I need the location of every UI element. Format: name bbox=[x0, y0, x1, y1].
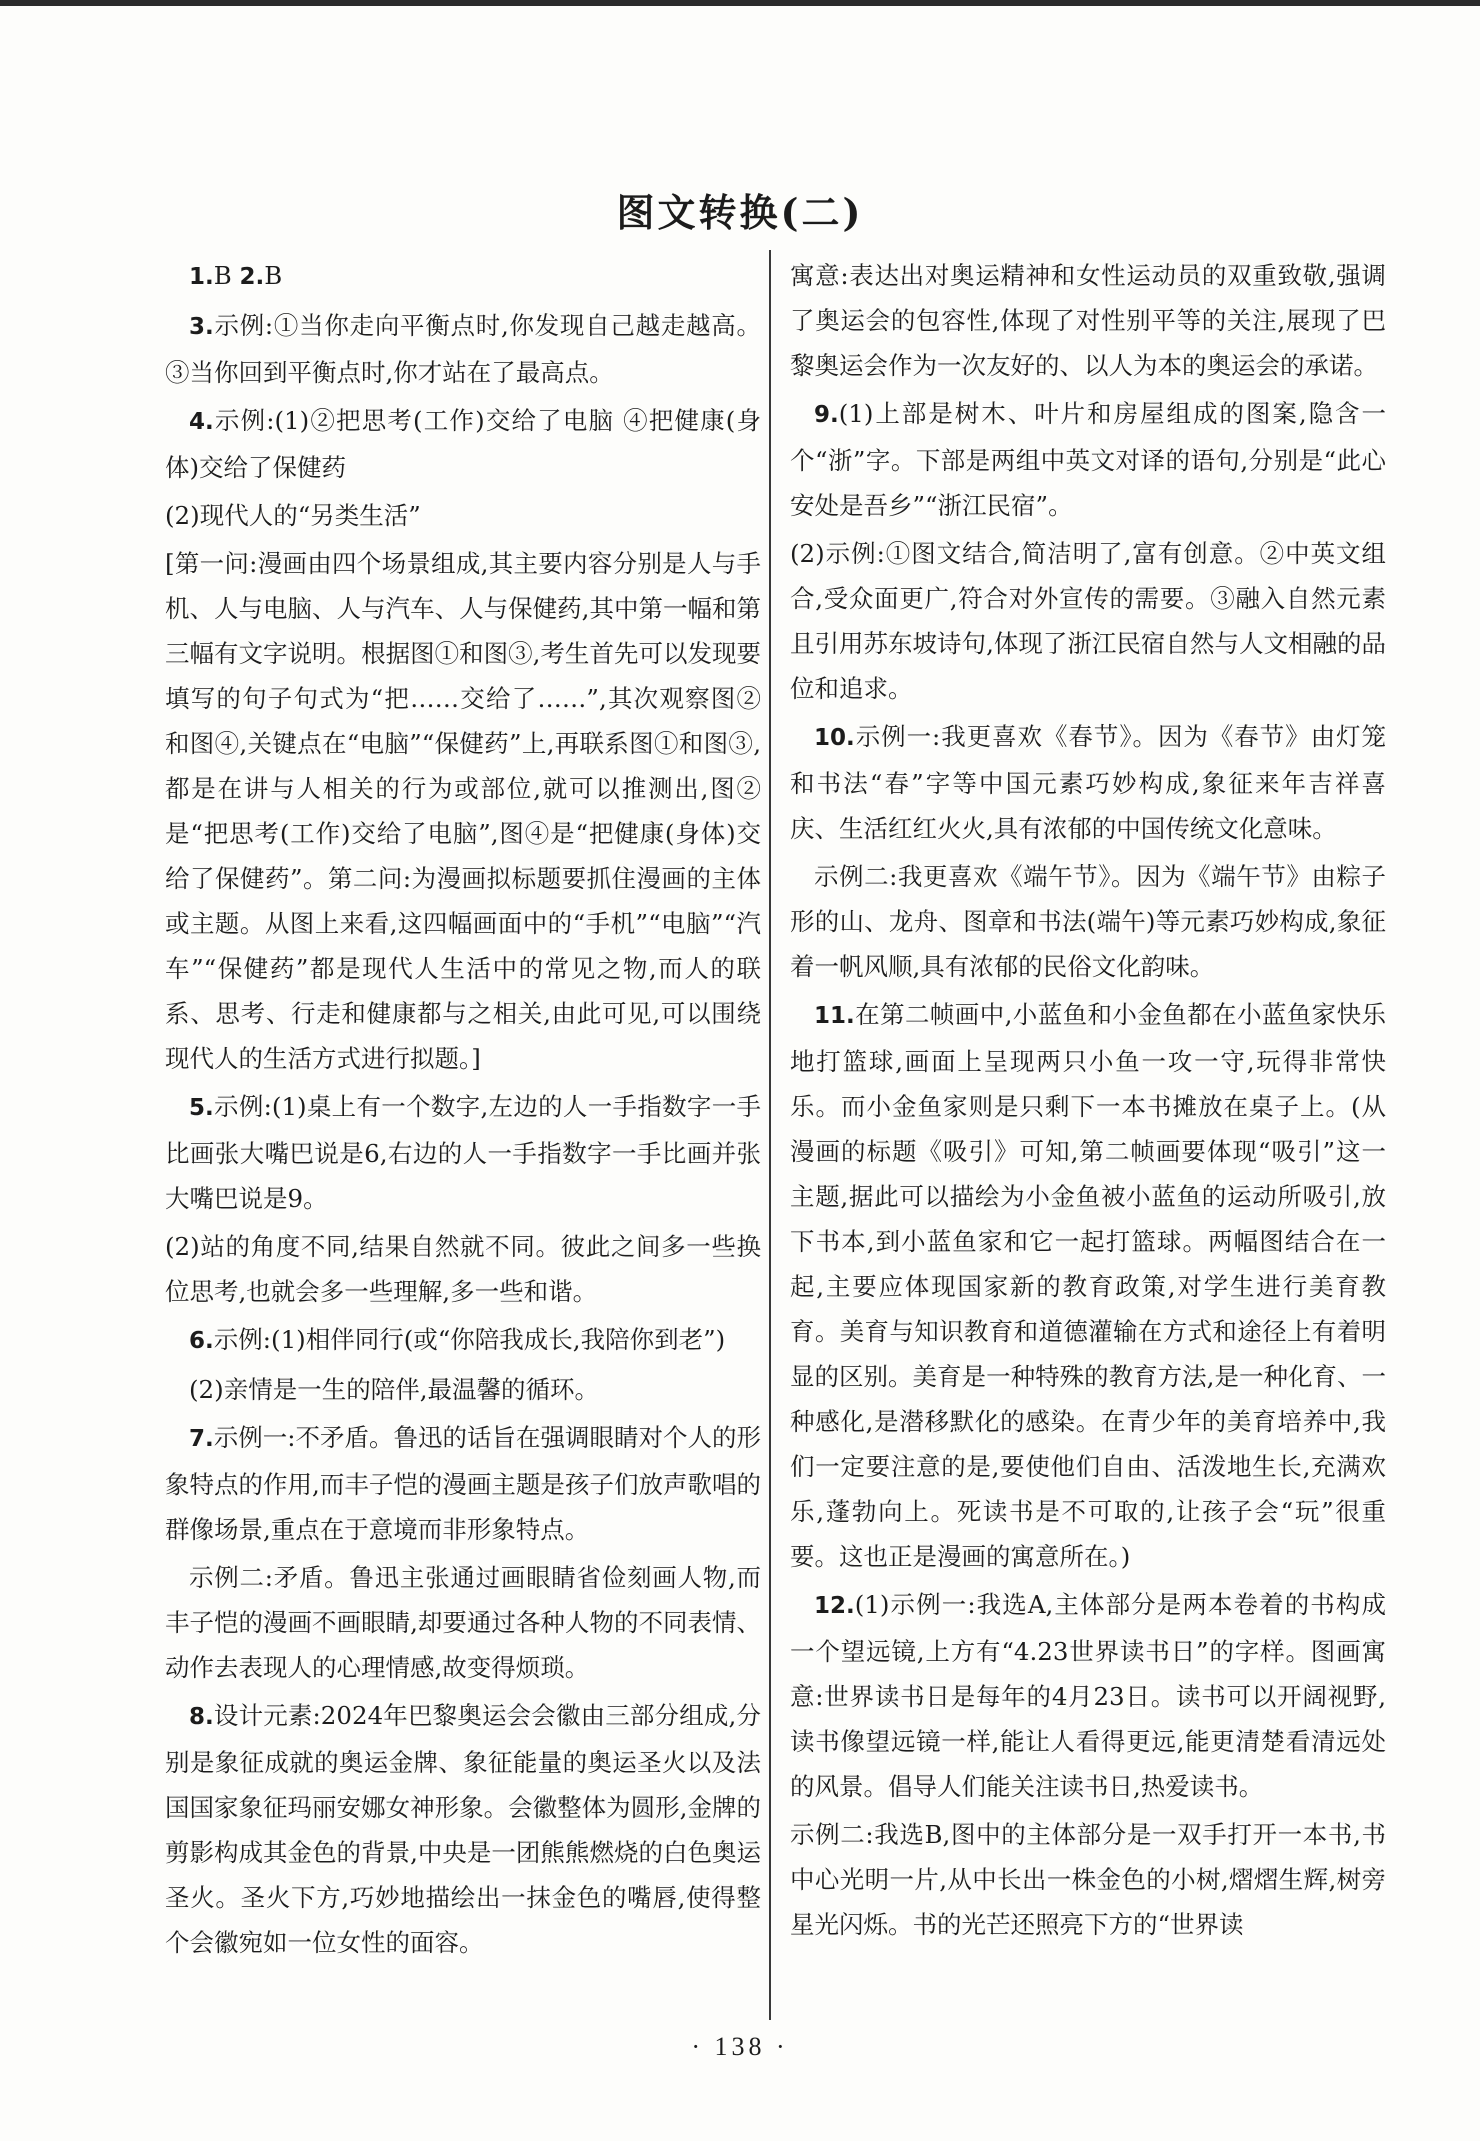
answer-text: 寓意:表达出对奥运精神和女性运动员的双重致敬,强调了奥运会的包容性,体现了对性别平等的关注,展现了巴黎奥运会作为一次友好的、以人为本的奥运会的承诺。 bbox=[790, 261, 1386, 380]
answer-paragraph bbox=[165, 1317, 761, 1364]
right-column bbox=[790, 253, 1386, 1950]
answer-text: 示例一:不矛盾。鲁迅的话旨在强调眼睛对个人的形象特点的作用,而丰子恺的漫画主题是孩子们放声歌唱的群像场景,重点在于意境而非形象特点。 bbox=[165, 1423, 762, 1544]
question-number: 9. bbox=[814, 402, 839, 428]
answer-text: B bbox=[213, 261, 240, 290]
answer-paragraph bbox=[165, 1693, 761, 1965]
answer-text: 示例:(1)相伴同行(或“你陪我成长,我陪你到老”) bbox=[213, 1325, 726, 1354]
answer-text: 示例二:我更喜欢《端午节》。因为《端午节》由粽子形的山、龙舟、图章和书法(端午)等元素巧妙构成,象征着一帆风顺,具有浓郁的民俗文化韵味。 bbox=[790, 862, 1386, 981]
column-divider bbox=[769, 250, 771, 2020]
top-rule bbox=[0, 0, 1480, 6]
answer-text: 示例一:我更喜欢《春节》。因为《春节》由灯笼和书法“春”字等中国元素巧妙构成,象征来年吉祥喜庆、生活红红火火,具有浓郁的中国传统文化意味。 bbox=[790, 722, 1386, 843]
answer-paragraph bbox=[790, 1812, 1386, 1947]
answer-text: (2)示例:①图文结合,简洁明了,富有创意。②中英文组合,受众面更广,符合对外宣传的需要。③融入自然元素且引用苏东坡诗句,体现了浙江民宿自然与人文相融的品位和追求。 bbox=[790, 539, 1386, 703]
answer-text: (1)示例一:我选A,主体部分是两本卷着的书构成一个望远镜,上方有“4.23世界读书日”的字样。图画寓意:世界读书日是每年的4月23日。读书可以开阔视野,读书像望远镜一样,能让人看得更远,能更清楚看清远处的风景。倡导人们能关注读书日,热爱读书。 bbox=[790, 1590, 1386, 1801]
answer-text: (2)亲情是一生的陪伴,最温馨的循环。 bbox=[189, 1375, 599, 1404]
answer-paragraph bbox=[165, 1224, 761, 1314]
answer-text: 示例二:矛盾。鲁迅主张通过画眼睛省俭刻画人物,而丰子恺的漫画不画眼睛,却要通过各种人物的不同表情、动作去表现人的心理情感,故变得烦琐。 bbox=[165, 1563, 761, 1682]
answer-paragraph bbox=[165, 253, 761, 300]
answer-text: 示例二:我选B,图中的主体部分是一双手打开一本书,书中心光明一片,从中长出一株金色的小树,熠熠生辉,树旁星光闪烁。书的光芒还照亮下方的“世界读 bbox=[790, 1820, 1386, 1939]
answer-paragraph bbox=[165, 303, 761, 395]
answer-paragraph bbox=[790, 253, 1386, 388]
answer-text: (2)站的角度不同,结果自然就不同。彼此之间多一些换位思考,也就会多一些理解,多一些和谐。 bbox=[165, 1232, 761, 1306]
answer-paragraph bbox=[165, 398, 761, 490]
answer-paragraph bbox=[790, 1582, 1386, 1809]
answer-paragraph bbox=[165, 493, 761, 538]
question-number: 5. bbox=[189, 1095, 214, 1121]
answer-text: 示例:(1)②把思考(工作)交给了电脑 ④把健康(身体)交给了保健药 bbox=[165, 406, 761, 482]
question-number: 12. bbox=[814, 1593, 855, 1619]
answer-text: (1)上部是树木、叶片和房屋组成的图案,隐含一个“浙”字。下部是两组中英文对译的语句,分别是“此心安处是吾乡”“浙江民宿”。 bbox=[790, 399, 1386, 520]
question-number: 1. bbox=[189, 264, 214, 290]
question-number: 6. bbox=[189, 1328, 214, 1354]
answer-text: 示例:(1)桌上有一个数字,左边的人一手指数字一手比画张大嘴巴说是6,右边的人一手指数字一手比画并张大嘴巴说是9。 bbox=[165, 1092, 761, 1213]
answer-text: B bbox=[264, 261, 283, 290]
question-number: 7. bbox=[189, 1426, 214, 1452]
answer-text: 示例:①当你走向平衡点时,你发现自己越走越高。③当你回到平衡点时,你才站在了最高点。 bbox=[165, 311, 761, 387]
answer-paragraph bbox=[790, 714, 1386, 851]
question-number: 4. bbox=[189, 409, 214, 435]
answer-text: 设计元素:2024年巴黎奥运会会徽由三部分组成,分别是象征成就的奥运金牌、象征能量的奥运圣火以及法国国家象征玛丽安娜女神形象。会徽整体为圆形,金牌的剪影构成其金色的背景,中央是一团熊熊燃烧的白色奥运圣火。圣火下方,巧妙地描绘出一抹金色的嘴唇,使得整个会徽宛如一位女性的面容。 bbox=[165, 1701, 761, 1957]
answer-text: 在第二帧画中,小蓝鱼和小金鱼都在小蓝鱼家快乐地打篮球,画面上呈现两只小鱼一攻一守,玩得非常快乐。而小金鱼家则是只剩下一本书摊放在桌子上。(从漫画的标题《吸引》可知,第二帧画要体现“吸引”这一主题,据此可以描绘为小金鱼被小蓝鱼的运动所吸引,放下书本,到小蓝鱼家和它一起打篮球。两幅图结合在一起,主要应体现国家新的教育政策,对学生进行美育教育。美育与知识教育和道德灌输在方式和途径上有着明显的区别。美育是一种特殊的教育方法,是一种化育、一种感化,是潜移默化的感染。在青少年的美育培养中,我们一定要注意的是,要使他们自由、活泼地生长,充满欢乐,蓬勃向上。死读书是不可取的,让孩子会“玩”很重要。这也正是漫画的寓意所在。) bbox=[790, 1000, 1386, 1571]
question-number: 8. bbox=[189, 1704, 214, 1730]
answer-paragraph bbox=[165, 1555, 761, 1690]
question-number: 11. bbox=[814, 1003, 855, 1029]
answer-paragraph bbox=[790, 854, 1386, 989]
answer-paragraph bbox=[165, 541, 761, 1081]
left-column bbox=[165, 253, 761, 1968]
question-number: 10. bbox=[814, 725, 855, 751]
page-number: · 138 · bbox=[691, 2032, 789, 2061]
answer-paragraph bbox=[165, 1084, 761, 1221]
answer-paragraph bbox=[790, 531, 1386, 711]
answer-text: [第一问:漫画由四个场景组成,其主要内容分别是人与手机、人与电脑、人与汽车、人与保健药,其中第一幅和第三幅有文字说明。根据图①和图③,考生首先可以发现要填写的句子句式为“把……交给了……”,其次观察图②和图④,关键点在“电脑”“保健药”上,再联系图①和图③,都是在讲与人相关的行为或部位,就可以推测出,图②是“把思考(工作)交给了电脑”,图④是“把健康(身体)交给了保健药”。第二问:为漫画拟标题要抓住漫画的主体或主题。从图上来看,这四幅画面中的“手机”“电脑”“汽车”“保健药”都是现代人生活中的常见之物,而人的联系、思考、行走和健康都与之相关,由此可见,可以围绕现代人的生活方式进行拟题。] bbox=[165, 549, 761, 1073]
answer-text: (2)现代人的“另类生活” bbox=[165, 501, 421, 530]
page-title: 图文转换(二) bbox=[616, 190, 864, 235]
answer-paragraph bbox=[790, 391, 1386, 528]
answer-paragraph bbox=[790, 992, 1386, 1579]
question-number: 2. bbox=[239, 264, 265, 290]
answer-paragraph bbox=[165, 1415, 761, 1552]
question-number: 3. bbox=[189, 314, 214, 340]
answer-paragraph bbox=[165, 1367, 761, 1412]
